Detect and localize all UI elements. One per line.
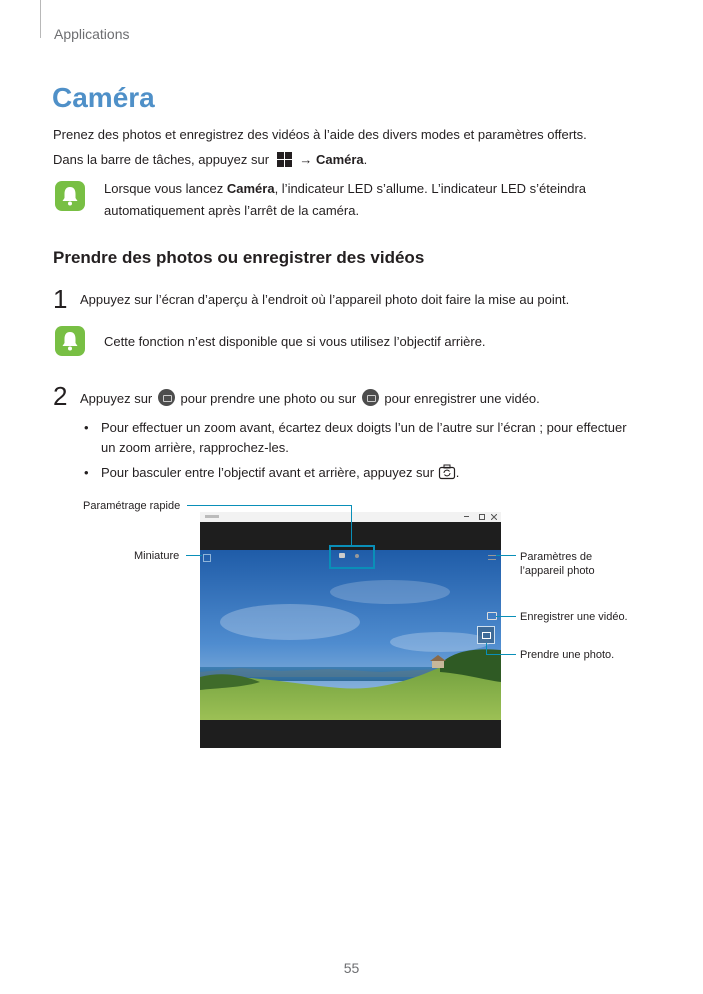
switch-camera-icon bbox=[438, 464, 456, 480]
thumbnail-icon[interactable] bbox=[203, 554, 211, 562]
callout-camera-settings bbox=[520, 550, 595, 578]
close-icon[interactable] bbox=[491, 514, 497, 520]
callout-camera-settings-1: Paramètres de bbox=[520, 551, 593, 563]
camera-shutter-icon bbox=[158, 389, 175, 406]
note-bell-icon bbox=[55, 181, 85, 211]
callout-quick-settings: Paramétrage rapide bbox=[83, 500, 181, 512]
bullet-dot: • bbox=[84, 420, 89, 435]
camera-app-name: Caméra bbox=[315, 152, 364, 167]
maximize-icon[interactable] bbox=[479, 514, 485, 520]
bullet-1-line2: un zoom arrière, rapprochez-les. bbox=[101, 440, 289, 455]
intro-line-2 bbox=[53, 151, 367, 169]
note-1-part1: Lorsque vous lancez bbox=[104, 181, 227, 196]
minimize-icon[interactable] bbox=[464, 516, 469, 517]
quick-settings-line-v bbox=[351, 505, 352, 545]
note-1-part2: , l’indicateur LED s’allume. L’indicateur LED s’éteindra bbox=[274, 181, 586, 196]
intro-period: . bbox=[363, 152, 368, 167]
intro-line-1: Prenez des photos et enregistrez des vidéos à l’aide des divers modes et paramètres offerts. bbox=[53, 127, 587, 142]
record-video-line bbox=[496, 616, 516, 617]
bullet-1 bbox=[84, 418, 627, 458]
bullet-2-text: Pour basculer entre l’objectif avant et arrière, appuyez sur bbox=[101, 465, 435, 480]
step-2-text bbox=[80, 389, 540, 406]
bullet-2-end: . bbox=[455, 465, 460, 480]
timer-icon[interactable] bbox=[355, 554, 359, 558]
callout-take-photo: Prendre une photo. bbox=[520, 649, 615, 661]
header-rule bbox=[40, 0, 41, 38]
note-bell-icon bbox=[55, 326, 85, 356]
take-photo-line-h bbox=[486, 654, 516, 655]
take-photo-line-v bbox=[486, 643, 487, 654]
bullet-1-line1: Pour effectuer un zoom avant, écartez deux doigts l’un de l’autre sur l’écran ; pour effectuer bbox=[101, 420, 627, 435]
step-2-part1: Appuyez sur bbox=[80, 391, 153, 406]
page-number: 55 bbox=[343, 960, 360, 976]
thumbnail-line bbox=[186, 555, 202, 556]
page-title: Caméra bbox=[52, 82, 155, 113]
note-2: Cette fonction n’est disponible que si vous utilisez l’objectif arrière. bbox=[104, 334, 486, 349]
settings-line bbox=[496, 555, 516, 556]
subheading: Prendre des photos ou enregistrer des vidéos bbox=[53, 248, 425, 267]
bullet-2 bbox=[84, 463, 459, 483]
step-1-text: Appuyez sur l’écran d’aperçu à l’endroit où l’appareil photo doit faire la mise au point. bbox=[80, 292, 570, 307]
flash-icon[interactable] bbox=[339, 553, 345, 558]
note-1 bbox=[104, 178, 586, 222]
bullet-dot: • bbox=[84, 465, 89, 480]
window-title-placeholder bbox=[205, 515, 219, 518]
callout-camera-settings-2: l’appareil photo bbox=[520, 565, 595, 577]
section-label: Applications bbox=[54, 26, 130, 42]
step-1-number: 1 bbox=[53, 284, 68, 314]
intro-line-2-text: Dans la barre de tâches, appuyez sur bbox=[53, 152, 270, 167]
quick-settings-line-h bbox=[187, 505, 351, 506]
quick-settings-highlight bbox=[329, 545, 375, 569]
settings-icon[interactable] bbox=[488, 555, 496, 560]
windows-start-icon bbox=[277, 152, 292, 167]
note-1-bold: Caméra bbox=[226, 181, 275, 196]
take-photo-button[interactable] bbox=[477, 626, 495, 644]
camera-screenshot bbox=[200, 512, 501, 748]
arrow: → bbox=[299, 152, 313, 167]
note-1-line2: automatiquement après l’arrêt de la caméra. bbox=[104, 203, 360, 218]
callout-record-video: Enregistrer une vidéo. bbox=[520, 611, 628, 623]
step-2-part3: pour enregistrer une vidéo. bbox=[384, 391, 540, 406]
step-2-part2: pour prendre une photo ou sur bbox=[180, 391, 357, 406]
video-record-icon bbox=[362, 389, 379, 406]
callout-thumbnail: Miniature bbox=[134, 550, 180, 562]
step-2-number: 2 bbox=[53, 381, 68, 411]
